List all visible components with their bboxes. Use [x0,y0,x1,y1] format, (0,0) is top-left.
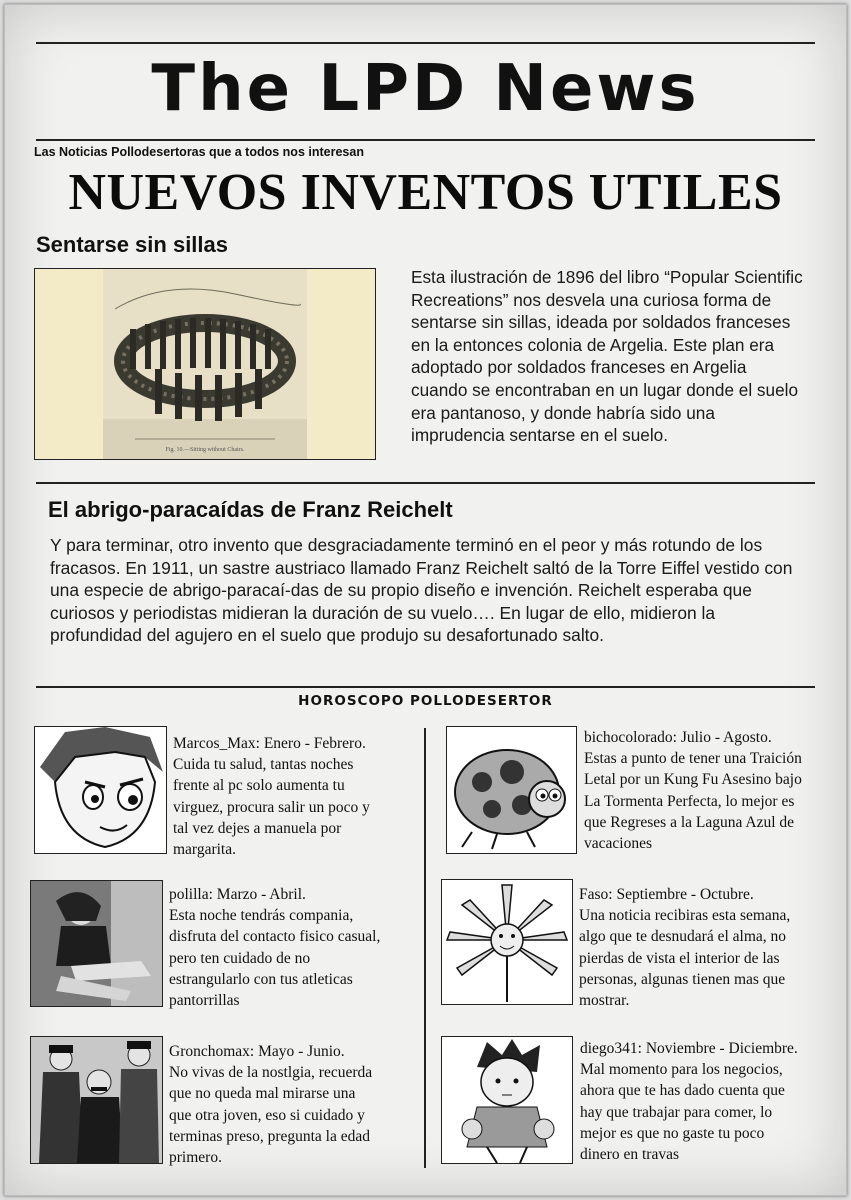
anime-boy-drawing [442,1037,572,1163]
section-rule-1 [36,482,815,484]
cartoon-boy-portrait [34,726,167,854]
illustration-caption: Fig. 10.—Sitting without Chairs. [165,447,245,453]
article2-body: Y para terminar, otro invento que desgraciadamente terminó en el peor y más rotundo de los fracasos. En 1911, un sastre austriaco llamado Franz Reichelt saltó de la Torre Eiffel vestido con una especie de abrigo-paracaí-das de su propio diseño e invención. Reichelt esperaba que curiosos y periodistas midieran la duración de su vuelo…. En lugar de ello, midieron la profundidad del agujero en el suelo que produjo su desafortunado salto. [50,535,793,646]
three-men-photo [30,1036,163,1164]
horoscope-divider [424,728,426,1168]
ladybug-drawing [447,727,576,853]
top-rule [36,42,815,44]
soldiers-sitting-illustration [34,268,376,460]
masthead-rule [36,139,815,141]
article1-title: Sentarse sin sillas [36,232,228,257]
horoscope-entry-1: Marcos_Max: Enero - Febrero. Cuida tu salud, tantas noches frente al pc solo aumenta tu virguez, procura salir un poco y tal vez dejes a manuela por margarita. [173,735,370,859]
horoscope-entry-5: Gronchomax: Mayo - Junio. No vivas de la nostlgia, recuerda que no queda mal mirarse una que otra joven, eso si cuidado y terminas preso, pregunta la edad primero. [169,1043,373,1167]
horoscope-entry-4: Faso: Septiembre - Octubre. Una noticia recibiras esta semana, algo que te desnudará el alma, no pierdas de vista el interior de las personas, algunas tienen mas que mostrar. [579,886,791,1010]
page-headline: NUEVOS INVENTOS UTILES [68,164,783,221]
article1-body: Esta ilustración de 1896 del libro “Popular Scientific Recreations” nos desvela una curiosa forma de sentarse sin sillas, ideada por soldados franceses en la entonces colonia de Argelia. Este plan era adoptado por soldados franceses en Argelia cuando se encontraban en un lugar donde el suelo era pantanoso, y donde habría sido una imprudencia sentarse en el suelo. [411,267,803,446]
ladybug-cartoon [446,726,577,854]
article2-title: El abrigo-paracaídas de Franz Reichelt [48,497,453,522]
masthead-title: The LPD News [151,52,700,126]
horoscope-entry-6: diego341: Noviembre - Diciembre. Mal momento para los negocios, ahora que te has dado cuenta que hay que trabajar para comer, lo mejor es que no gaste tu poco dinero en travas [580,1040,798,1164]
horoscope-title: HOROSCOPO POLLODESERTOR [298,693,553,709]
woman-photo-drawing [31,881,162,1006]
masthead-tagline: Las Noticias Pollodesertoras que a todos nos interesan [34,145,364,159]
anime-boy-portrait [441,1036,573,1164]
cartoon-boy-drawing [35,727,166,853]
horoscope-entry-2: bichocolorado: Julio - Agosto. Estas a punto de tener una Traición Letal por un Kung Fu Asesino bajo La Tormenta Perfecta, lo mejor es que Regreses a la Laguna Azul de vacaciones [584,729,802,853]
leaf-face-drawing [442,880,572,1004]
three-men-drawing [31,1037,162,1163]
horoscope-entry-3: polilla: Marzo - Abril. Esta noche tendrás compania, disfruta del contacto fisico casual, pero ten cuidado de no estrangularlo con tus atleticas pantorrillas [169,886,381,1010]
leaf-face-cartoon [441,879,573,1005]
woman-photo [30,880,163,1007]
soldiers-circle-drawing [35,269,375,459]
section-rule-2 [36,686,815,688]
